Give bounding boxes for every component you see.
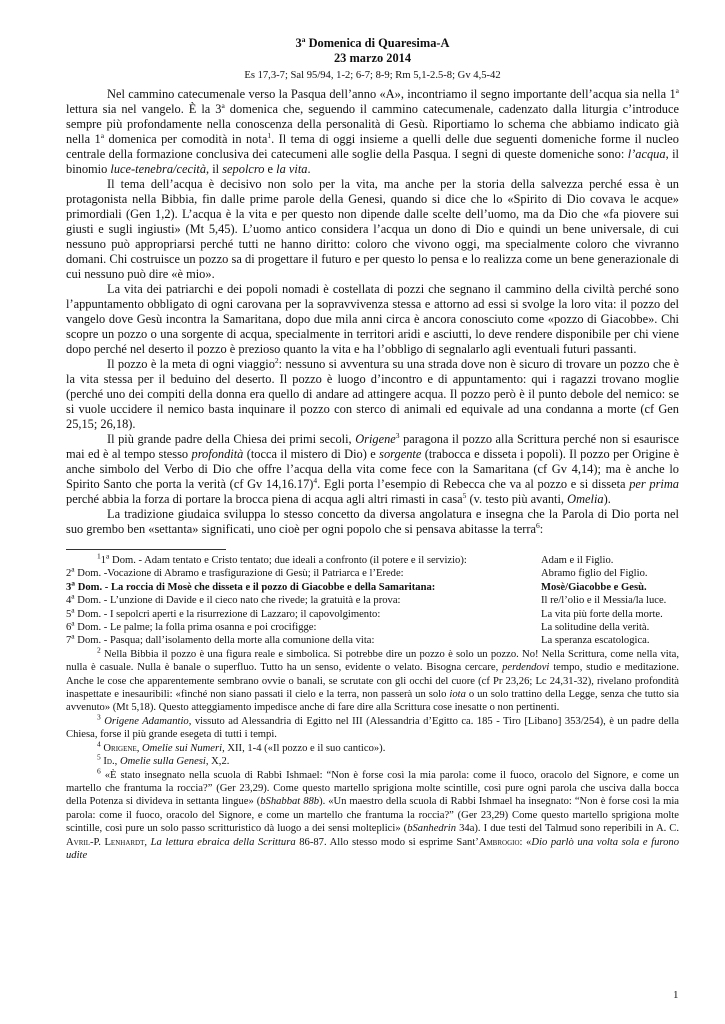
footnote-ref-6[interactable]: 6 [536, 520, 540, 530]
paragraph-1: Nel cammino catecumenale verso la Pasqua dell’anno «A», incontriamo il segno importante dell’acqua sia nella 1$^a$ lettura sia nel vangelo. È la 3$^a$ domenica che, seguendo il cammino catecumenale, cadenzato dalla liturgia c’introduce sempre più profondamente nella conoscenza della personalità di Gesù. Riportiamo lo schema che abbiamo indicato già nella 1$^a$ domenica per comodità in nota$^1$. Il tema di oggi insieme a quelli delle due seguenti domeniche forme il nucleo centrale della formazione conclusiva dei catecumeni alle soglie della Pasqua. I segni di queste domeniche sono: l’acqua, il binomio luce-tenebra/cecità, il sepolcro e la vita. [66, 85, 680, 176]
paragraph-5: Il più grande padre della Chiesa dei primi secoli, Origene$^3$ paragona il pozzo alla Scrittura perché non si esaurisce mai ed è al tempo stesso profondità (tocca il mistero di Dio) e sorgente (trabocca e disseta i popoli). Il pozzo per Origine è anche simbolo del Verbo di Dio che offre l’acqua della vita come fece con la Samaritana (cf Gv 4,14); ma è anche lo Spirito Santo che porta la verità (cf Gv 14,16.17)$^4$. Egli porta l’esempio di Rebecca che va al pozzo e si disseta per prima perché abbia la forza di portare la brocca piena di acqua agli altri rimasti in casa$^5$ (v. testo più avanti, Omelia). [66, 430, 680, 506]
schema-row-right: Il re/l’olio e il Messia/la luce. [541, 595, 667, 607]
footnotes [66, 551, 680, 862]
schema-row-left: 7$^a$ Dom. - Pasqua; dall’isolamento della morte alla comunione della vita: [66, 631, 375, 647]
schema-row-right: La vita più forte della morte. [541, 608, 663, 620]
schema-row [66, 594, 679, 607]
footnote-separator [66, 549, 226, 550]
schema-row-left: 3$^a$ Dom. - La roccia di Mosè che disseta e il pozzo di Giacobbe e della Samaritana: [66, 578, 436, 593]
schema-row-left: 5$^a$ Dom. - I sepolcri aperti e la risurrezione di Lazzaro; il capovolgimento: [66, 605, 381, 620]
footnote-1-schema [66, 551, 679, 648]
paragraph-6: La tradizione giudaica sviluppa lo stesso concetto da diversa angolatura e insegna che la Parola di Dio porta nel suo grembo ben «settanta» significati, uno cioè per ogni popolo che si pensava abitasse la terra$^6$: [66, 507, 679, 536]
footnote-ref-1[interactable]: 1 [267, 130, 272, 140]
schema-row-right: Mosè/Giacobbe e Gesù. [541, 581, 647, 593]
schema-row [66, 567, 679, 580]
schema-row [66, 581, 679, 594]
paragraph-2: Il tema dell’acqua è decisivo non solo per la vita, ma anche per la storia della salvezza perché essa è un protagonista nella Bibbia, fin dalle prime parole della Genesi, quando si dice che lo «Spirito di Dio covava le acque» primordiali (Gen 1,2). L’acqua è la vita e per questo non dipende dalle scelte dell’uomo, ma da Dio che «fa piovere sui giusti e sugli ingiusti» (Mt 5,45). L’uomo antico considera l’acqua un dono di Dio e quindi un bene universale, di cui nessuno può appropriarsi perché tutti ne hanno diritto: coloro che vivono oggi, ma specialmente coloro che vivranno domani. Chi costruisce un pozzo sa di progettare il futuro e per questo lo pensa e lo realizza come un bene generazionale di cui nessuno può dire «è mio». [66, 177, 679, 281]
title-line-2: 23 marzo 2014 [333, 51, 412, 65]
schema-row [66, 608, 679, 621]
schema-row-right: La solitudine della verità. [541, 622, 650, 634]
document-page [66, 36, 679, 862]
footnote-ref-5[interactable]: 5 [462, 490, 467, 500]
schema-row [66, 621, 679, 634]
schema-row [66, 634, 679, 647]
schema-row-left: 6$^a$ Dom. - Le palme; la folla prima osanna e poi crocifigge: [66, 618, 317, 634]
schema-row-left: $^1$1$^a$ Dom. - Adam tentato e Cristo tentato; due ideali a confronto (il potere e il servizio): [97, 551, 467, 566]
paragraph-4: Il pozzo è la meta di ogni viaggio$^2$: nessuno si avventura su una strada dove non è sicuro di trovare un pozzo che è la vita stessa per il beduino del deserto. Il pozzo è luogo d’incontro e di appuntamento: qui i ragazzi trovano moglie (perché uno dei compiti della donna era quello di andare ad attingere acqua. Il pozzo però è il punto debole del nemico: se si vuole uccidere il nemico basta inquinare il pozzo con sterco di animali ed equivale ad una condanna a morte (cf Gen 25,15; 26,18). [66, 355, 679, 431]
schema-row-left: 2$^a$ Dom. -Vocazione di Abramo e trasfigurazione di Gesù; il Patriarca e l’Erede: [66, 564, 404, 580]
schema-row-left: 4$^a$ Dom. - L’unzione di Davide e il cieco nato che rivede; la gratuità e la prova: [66, 591, 401, 607]
schema-row-right: Abramo figlio del Figlio. [541, 568, 648, 580]
footnote-ref-2[interactable]: 2 [274, 355, 279, 365]
page-number: 1 [673, 989, 679, 1001]
scripture-references: Es 17,3-7; Sal 95/94, 1-2; 6-7; 8-9; Rm 5,1-2.5-8; Gv 4,5-42 [244, 70, 501, 81]
schema-row [66, 554, 679, 567]
schema-row-right: La speranza escatologica. [541, 635, 650, 647]
footnote-5: $^5$ Id., Omelie sulla Genesi, X,2. [97, 752, 230, 768]
schema-row-right: Adam e il Figlio. [541, 555, 614, 566]
footnote-ref-3[interactable]: 3 [395, 430, 400, 440]
footnote-6: $^6$ «È stato insegnato nella scuola di Rabbì Ishmael: “Non è forse così la mia parola: come il fuoco, oracolo del Signore, e come un martello che frantuma la roccia?” (Ger 23,29). Come questo martello sprigiona molte scintille, così pure ogni parola che usciva dalla bocca della Potenza si divideva in settanta lingue» (bShabbat 88b). «Un maestro della scuola di Rabbi Ishmael ha insegnato: “Non è forse così la mia parola: come il fuoco, oracolo del Signore, e come un martello che frantuma la roccia?” (Ger 23,29) Come questo martello sprigiona molte scintille, così pure un solo passo scritturistico dà luogo a dei sensi molteplici» (bSanhedrin 34a). I due testi del Talmud sono reperibili in A. C. Avril-P. Lenhardt, La lettura ebraica della Scrittura 86-87. Allo stesso modo si esprime Sant’Ambrogio: «Dio parlò una volta sola e furono udite [66, 765, 680, 861]
title-line-1: 3$^a$ Domenica di Quaresima-A [295, 34, 450, 50]
footnote-3: $^3$ Origene Adamantio, vissuto ad Alessandria di Egitto nel III (Alessandria d’Egitto ca. 185 - Tiro [Libano] 353/254), è un padre della Chiesa, forse il più grande esegeta di tutti i tempi. [66, 712, 679, 741]
main-text [66, 87, 679, 537]
footnote-ref-4[interactable]: 4 [313, 475, 318, 485]
footnote-2: $^2$ Nella Bibbia il pozzo è una figura reale e simbolica. Si potrebbe dire un pozzo è solo un pozzo. No! Nella Scrittura, come nella vita, nulla è casuale. Nulla è banale o superfluo. Tutto ha un senso, evidente o velato. Bisogna cercare, perdendovi tempo, studio e meditazione. Anche le cose che apparentemente sembrano ovvie o banali, se scrutate con gli occhi del cuore (cf Pr 23,26; Lc 24,31-32), rivelano profondità inaspettate e inesauribili: «finché non siano passati il cielo e la terra, non passerà un solo iota o un solo trattino della Legge, senza che tutto sia avvenuto» (Mt 5,18). Questo atteggiamento impedisce anche di fare dire alla Scrittura cose inesatte o non pertinenti. [66, 645, 679, 714]
page-title [66, 36, 679, 66]
paragraph-3: La vita dei patriarchi e dei popoli nomadi è costellata di pozzi che segnano il cammino della civiltà perché sono l’appuntamento obbligato di ogni carovana per la sopravvivenza stessa e attorno ad essi si svolge la loro vita: il pozzo del vangelo dove Gesù incontra la Samaritana, dopo due mila anni circa è ancora conosciuto come «pozzo di Giacobbe». Chi scopre un pozzo o una sorgente di acqua, specialmente in territori aridi e asciutti, lo deve rendere disponibile per chi viene dopo perché nel deserto il pozzo è prezioso quanto la vita e ha l’obbligo di segnalarlo agli eventuali futuri passanti. [66, 282, 679, 356]
footnote-4: $^4$ Origene, Omelie sui Numeri, XII, 1-4 («Il pozzo e il suo cantico»). [97, 739, 386, 754]
